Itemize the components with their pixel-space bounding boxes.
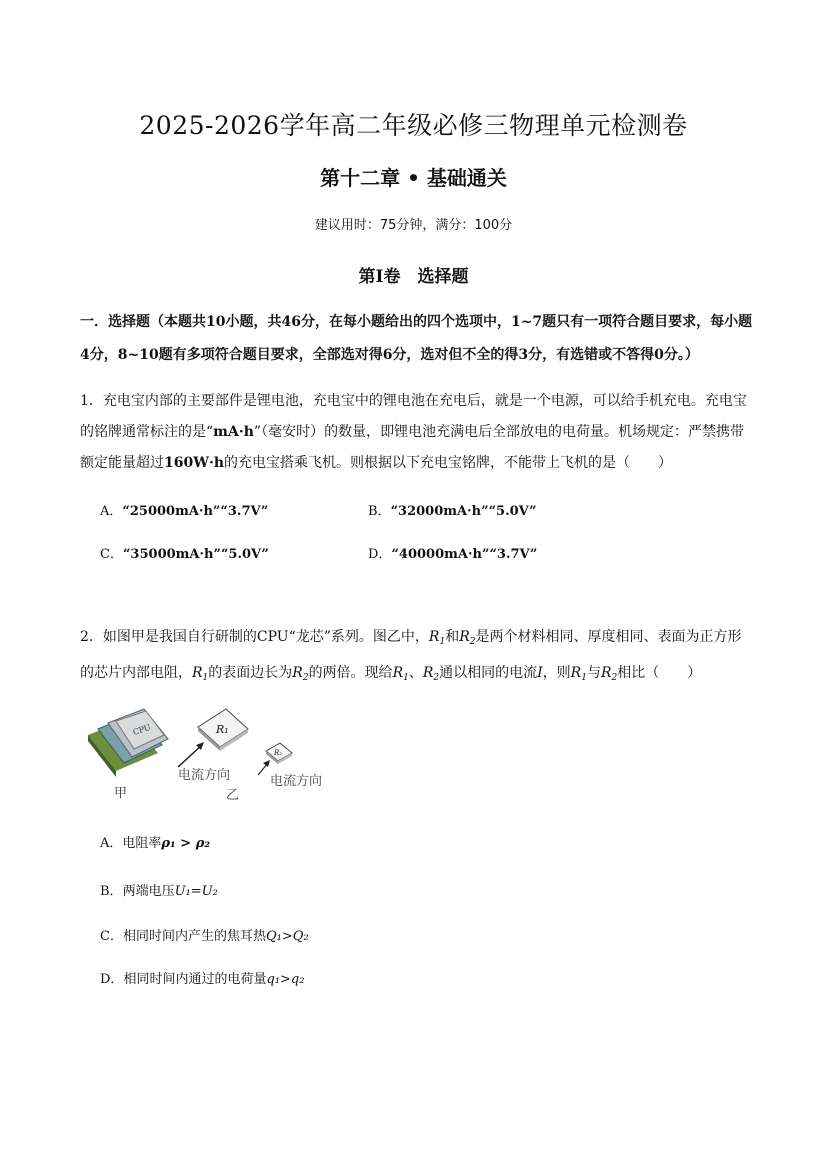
q2-text-part4: 的两倍。现给 — [308, 665, 393, 681]
current-direction-label-1: 电流方向 — [178, 768, 231, 783]
q2-option-b — [100, 880, 218, 899]
q2-r2c-sub: 2 — [433, 673, 440, 683]
q2-sep: 、 — [408, 665, 423, 681]
q1-text-part2: ”（毫安时）的数量，即锂电池充满电后全部放电的电荷量。机场规定：严禁携带额定能量超过 — [80, 424, 745, 471]
q1-option-a-text: “25000mA·h”“3.7V” — [122, 504, 269, 519]
q2-r1d: R — [570, 665, 582, 681]
q1-option-d-text: “40000mA·h”“3.7V” — [391, 547, 538, 562]
q1-text-part1: 1．充电宝内部的主要部件是锂电池，充电宝中的锂电池在充电后，就是一个电源，可以给手机充电。充电宝的铭牌通常标注的是“ — [80, 393, 747, 440]
q2-option-b-label: B． — [100, 884, 123, 899]
arrow-r1-line — [178, 745, 202, 767]
q2-r1b-sub: 1 — [202, 673, 209, 683]
chip-r1-label: R₁ — [216, 723, 229, 736]
q2-r1: R — [428, 629, 440, 645]
section-heading: 第I卷 选择题 — [358, 267, 469, 287]
q1-limit: 160W·h — [164, 455, 224, 471]
q2-r2b-sub: 2 — [302, 673, 309, 683]
q2-r2d: R — [600, 665, 612, 681]
q2-option-c — [100, 925, 309, 944]
chip-r2 — [266, 743, 292, 764]
q2-r1c-sub: 1 — [403, 673, 409, 683]
q1-option-c-label: C． — [100, 547, 123, 562]
q1-option-b-text: “32000mA·h”“5.0V” — [390, 504, 537, 519]
cpu-figure — [80, 705, 340, 805]
figure-label-yi: 乙 — [226, 788, 240, 803]
chip-r1 — [198, 709, 248, 751]
q1-option-c-text: “35000mA·h”“5.0V” — [122, 547, 269, 562]
cpu-chip-image — [88, 709, 168, 777]
current-direction-label-2: 电流方向 — [270, 774, 323, 789]
q2-text-part2: 是两个材料相同、厚度相同、表面为正方形的芯片内部电阻， — [80, 629, 742, 681]
q2-text-part3: 的表面边长为 — [208, 665, 293, 681]
q1-option-a — [100, 500, 268, 519]
chapter-subtitle: 第十二章 • 基础通关 — [320, 166, 507, 190]
q2-r1b: R — [192, 665, 203, 681]
q2-text-part6: ，则 — [542, 665, 571, 681]
q2-r2: R — [459, 629, 470, 645]
q2-option-a — [100, 832, 210, 851]
q2-r1d-sub: 1 — [581, 673, 587, 683]
q2-option-b-text: 两端电压 — [122, 884, 175, 899]
question-1-stem — [80, 386, 755, 479]
exam-meta: 建议用时：75分钟，满分：100分 — [314, 218, 513, 233]
q2-option-a-text: 电阻率 — [122, 836, 162, 851]
question-2-stem — [80, 622, 755, 694]
q2-option-d-label: D． — [100, 972, 124, 987]
q2-option-c-text: 相同时间内产生的焦耳热 — [122, 929, 266, 944]
q2-option-a-label: A． — [100, 836, 123, 851]
q2-r1c: R — [392, 665, 404, 681]
q2-option-c-math: Q₁>Q₂ — [265, 929, 309, 944]
q2-r2b: R — [292, 665, 303, 681]
q2-text-part5: 通以相同的电流 — [439, 665, 538, 681]
q2-option-c-label: C． — [100, 929, 123, 944]
q2-r2c: R — [422, 665, 434, 681]
q2-r1-sub: 1 — [439, 637, 446, 647]
q2-option-d-text: 相同时间内通过的电荷量 — [123, 972, 267, 987]
q2-text-part1: 2．如图甲是我国自行研制的CPU“龙芯”系列。图乙中， — [80, 629, 429, 645]
q1-unit: mA·h — [213, 424, 254, 440]
q1-option-b-label: B． — [368, 504, 391, 519]
q2-text-part8: 相比（ ） — [617, 665, 702, 681]
chip-r2-label: R₂ — [274, 749, 283, 757]
cpu-label: CPU — [131, 722, 152, 737]
q2-r2d-sub: 2 — [611, 673, 618, 683]
q1-option-a-label: A． — [100, 504, 123, 519]
q1-option-d — [368, 543, 537, 562]
arrow-r2-head — [263, 760, 270, 767]
q1-text-part3: 的充电宝搭乘飞机。则根据以下充电宝铭牌，不能带上飞机的是（ ） — [224, 455, 672, 471]
section-instructions: 一．选择题（本题共10小题，共46分，在每小题给出的四个选项中，1~7题只有一项符合题目要求，每小题4分，8~10题有多项符合题目要求，全部选对得6分，选对但不全的得3分，有选错或不答得0分。） — [80, 314, 753, 363]
q2-r2-sub: 2 — [469, 637, 476, 647]
figure-label-jia: 甲 — [114, 786, 128, 801]
q2-option-b-math: U₁=U₂ — [174, 884, 218, 899]
q2-current: I — [537, 665, 543, 681]
q2-option-d — [100, 968, 304, 987]
q2-option-a-math: ρ₁ > ρ₂ — [161, 836, 211, 851]
q2-text-part7: 与 — [586, 665, 601, 681]
q2-option-d-math: q₁>q₂ — [266, 972, 305, 987]
q1-option-d-label: D． — [368, 547, 392, 562]
q2-and: 和 — [445, 629, 460, 645]
q1-option-b — [368, 500, 536, 519]
exam-title: 2025-2026学年高二年级必修三物理单元检测卷 — [139, 111, 688, 140]
q1-option-c — [100, 543, 269, 562]
